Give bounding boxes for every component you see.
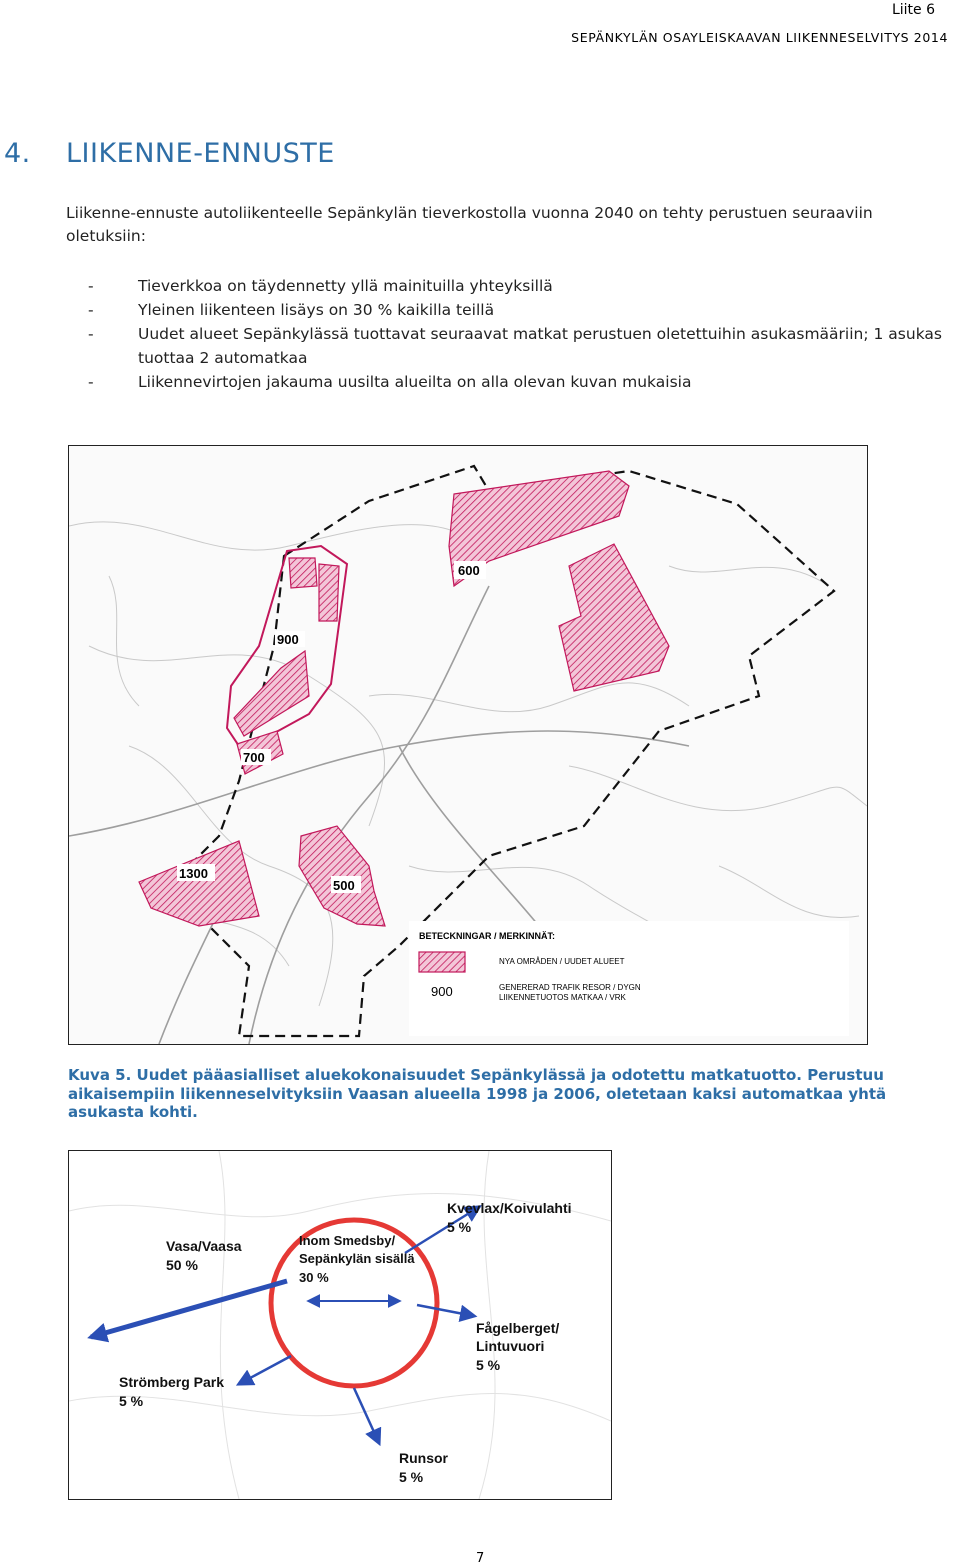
- legend-hatch-swatch: [419, 952, 465, 972]
- area-label-900: 900: [277, 632, 299, 647]
- area-hatch: [139, 841, 259, 926]
- legend-new-areas: NYA OMRÅDEN / UUDET ALUEET: [499, 957, 625, 966]
- label-kvevlax-name: Kvevlax/Koivulahti: [447, 1200, 572, 1216]
- label-stromberg-share: 5 %: [119, 1393, 144, 1409]
- legend-sample-value: 900: [431, 984, 453, 999]
- list-item: - Yleinen liikenteen lisäys on 30 % kaikilla teillä: [72, 298, 942, 322]
- label-runsor-share: 5 %: [399, 1469, 424, 1485]
- area-label-500: 500: [333, 878, 355, 893]
- direction-labels: [119, 1200, 572, 1485]
- new-areas-map-svg: [69, 446, 867, 1044]
- area-label-600: 600: [458, 563, 480, 578]
- figure-caption: Kuva 5. Uudet pääasialliset aluekokonaisuudet Sepänkylässä ja odotettu matkatuotto. Perustuu aikaisempiin liikenneselvityksiin Vaasan alueella 1998 ja 2006, oletetaan kaksi automatkaa yhtä asukasta kohti.: [68, 1066, 887, 1121]
- appendix-label: Liite 6: [891, 2, 935, 18]
- legend-title: BETECKNINGAR / MERKINNÄT:: [419, 931, 555, 941]
- label-runsor-name: Runsor: [399, 1450, 448, 1466]
- area-hatch: [289, 558, 317, 588]
- area-label-700: 700: [243, 750, 265, 765]
- traffic-distribution-svg: [69, 1151, 611, 1499]
- assumptions-list: [72, 274, 942, 394]
- arrow-runsor: [354, 1388, 379, 1443]
- traffic-distribution-diagram: [68, 1150, 612, 1500]
- section-heading: [4, 138, 335, 169]
- area-hatch: [559, 544, 669, 691]
- flow-arrows: [91, 1207, 479, 1443]
- label-kvevlax-share: 5 %: [447, 1219, 472, 1235]
- running-header: SEPÄNKYLÄN OSAYLEISKAAVAN LIIKENNESELVITYS 2014: [571, 30, 948, 45]
- section-title: LIIKENNE-ENNUSTE: [66, 138, 335, 169]
- area-label-1300: 1300: [179, 866, 208, 881]
- legend-traffic-line1: GENERERAD TRAFIK RESOR / DYGN: [499, 983, 641, 992]
- arrow-stromberg: [239, 1356, 291, 1384]
- new-areas-map: [68, 445, 868, 1045]
- label-stromberg-name: Strömberg Park: [119, 1374, 225, 1390]
- page-number: 7: [476, 1551, 485, 1566]
- label-fagelberget-name1: Fågelberget/: [476, 1320, 560, 1336]
- label-vasa-share: 50 %: [166, 1257, 198, 1273]
- intro-paragraph: Liikenne-ennuste autoliikenteelle Sepänkylän tieverkostolla vuonna 2040 on tehty perustuen seuraaviin oletuksiin:: [66, 204, 873, 245]
- section-number: 4.: [4, 138, 31, 169]
- label-internal-share: 30 %: [299, 1270, 329, 1285]
- area-hatch: [319, 564, 339, 621]
- label-fagelberget-name2: Lintuvuori: [476, 1338, 545, 1354]
- map-legend: [409, 921, 849, 1036]
- arrow-vasa: [91, 1281, 287, 1337]
- list-item: - Liikennevirtojen jakauma uusilta alueilta on alla olevan kuvan mukaisia: [72, 370, 942, 394]
- label-internal-name1: Inom Smedsby/: [299, 1233, 396, 1248]
- arrow-fagelberget: [417, 1305, 474, 1316]
- label-vasa-name: Vasa/Vaasa: [166, 1238, 242, 1254]
- label-fagelberget-share: 5 %: [476, 1357, 501, 1373]
- area-hatch: [234, 651, 309, 736]
- list-item: - Uudet alueet Sepänkylässä tuottavat seuraavat matkat perustuen oletettuihin asukasmääriin; 1 asukas tuottaa 2 automatkaa: [72, 322, 942, 370]
- legend-traffic-line2: LIIKENNETUOTOS MATKAA / VRK: [499, 993, 626, 1002]
- label-internal-name2: Sepänkylän sisällä: [299, 1251, 415, 1266]
- list-item: - Tieverkkoa on täydennetty yllä mainituilla yhteyksillä: [72, 274, 942, 298]
